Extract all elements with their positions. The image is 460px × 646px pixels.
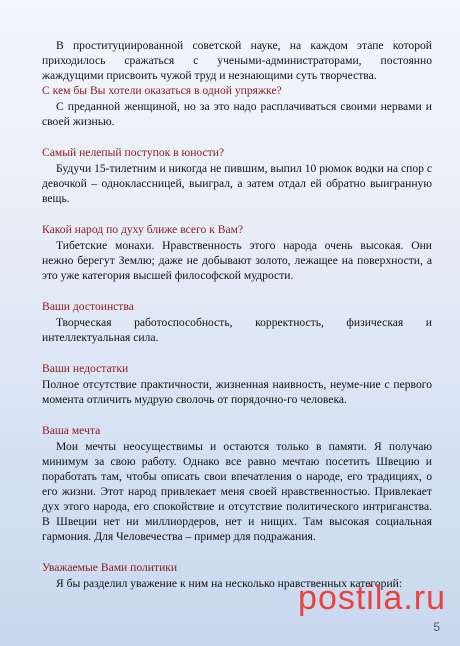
watermark-text: postila.ru [298, 579, 446, 617]
qa-section [42, 361, 432, 407]
answer-paragraph: Творческая работоспособность, корректность, физическая и интеллектуальная сила. [42, 316, 432, 344]
answer-paragraph: Тибетские монахи. Нравственность этого народа очень высокая. Они нежно берегут Землю; даже не добывают золото, лежащее на поверхности, а это уже категория высшей философской мудрости. [42, 239, 432, 282]
answer-paragraph: Будучи 15-тилетним и никогда не пившим, выпил 10 рюмок водки на спор с девочкой – одноклассницей, выиграл, а затем отдал ей обратно выигранную вещь. [42, 162, 432, 205]
qa-section [42, 83, 432, 129]
question-heading: Ваши достоинства [42, 300, 134, 313]
document-body [42, 38, 432, 607]
question-heading: Ваша мечта [42, 424, 101, 437]
qa-section [42, 145, 432, 206]
watermark-logo [298, 579, 446, 618]
question-heading: С кем бы Вы хотели оказаться в одной упряжке? [42, 84, 282, 97]
intro-paragraph: В проституциированной советской науке, на каждом этапе которой приходилось сражаться с учеными-администраторами, постоянно жаждущими присвоить чужой труд и незнающими суть творчества. [42, 39, 432, 82]
question-heading: Самый нелепый поступок в юности? [42, 146, 225, 159]
question-heading: Какой народ по духу ближе всего к Вам? [42, 223, 244, 236]
page-number: 5 [433, 620, 440, 634]
answer-paragraph: Я бы разделил уважение к ним на несколько нравственных категорий: [56, 577, 403, 590]
qa-section [42, 423, 432, 544]
qa-section [42, 222, 432, 283]
qa-section [42, 299, 432, 345]
question-heading: Уважаемые Вами политики [42, 561, 178, 574]
answer-paragraph: Полное отсутствие практичности, жизненная наивность, неуме-ние с первого момента отличить мудрую сволочь от порядочно-го человека. [42, 378, 432, 406]
answer-paragraph: С преданной женщиной, но за это надо расплачиваться своими нервами и своей жизнью. [42, 100, 432, 128]
question-heading: Ваши недостатки [42, 362, 129, 375]
answer-paragraph: Мои мечты неосуществимы и остаются только в памяти. Я получаю минимум за свою работу. Однако все равно мечтаю посетить Швецию и поработать там, чтобы описать свои впечатления о народе, его традициях, о его жизни. Этот народ привлекает меня своей нравственностью. Привлекает дух этого народа, его спокойствие и отсутствие политического интриганства. В Швеции нет ни миллиордеров, нет и нищих. Там высокая социальная гармония. Для Человечества – пример для подражания. [42, 440, 432, 543]
